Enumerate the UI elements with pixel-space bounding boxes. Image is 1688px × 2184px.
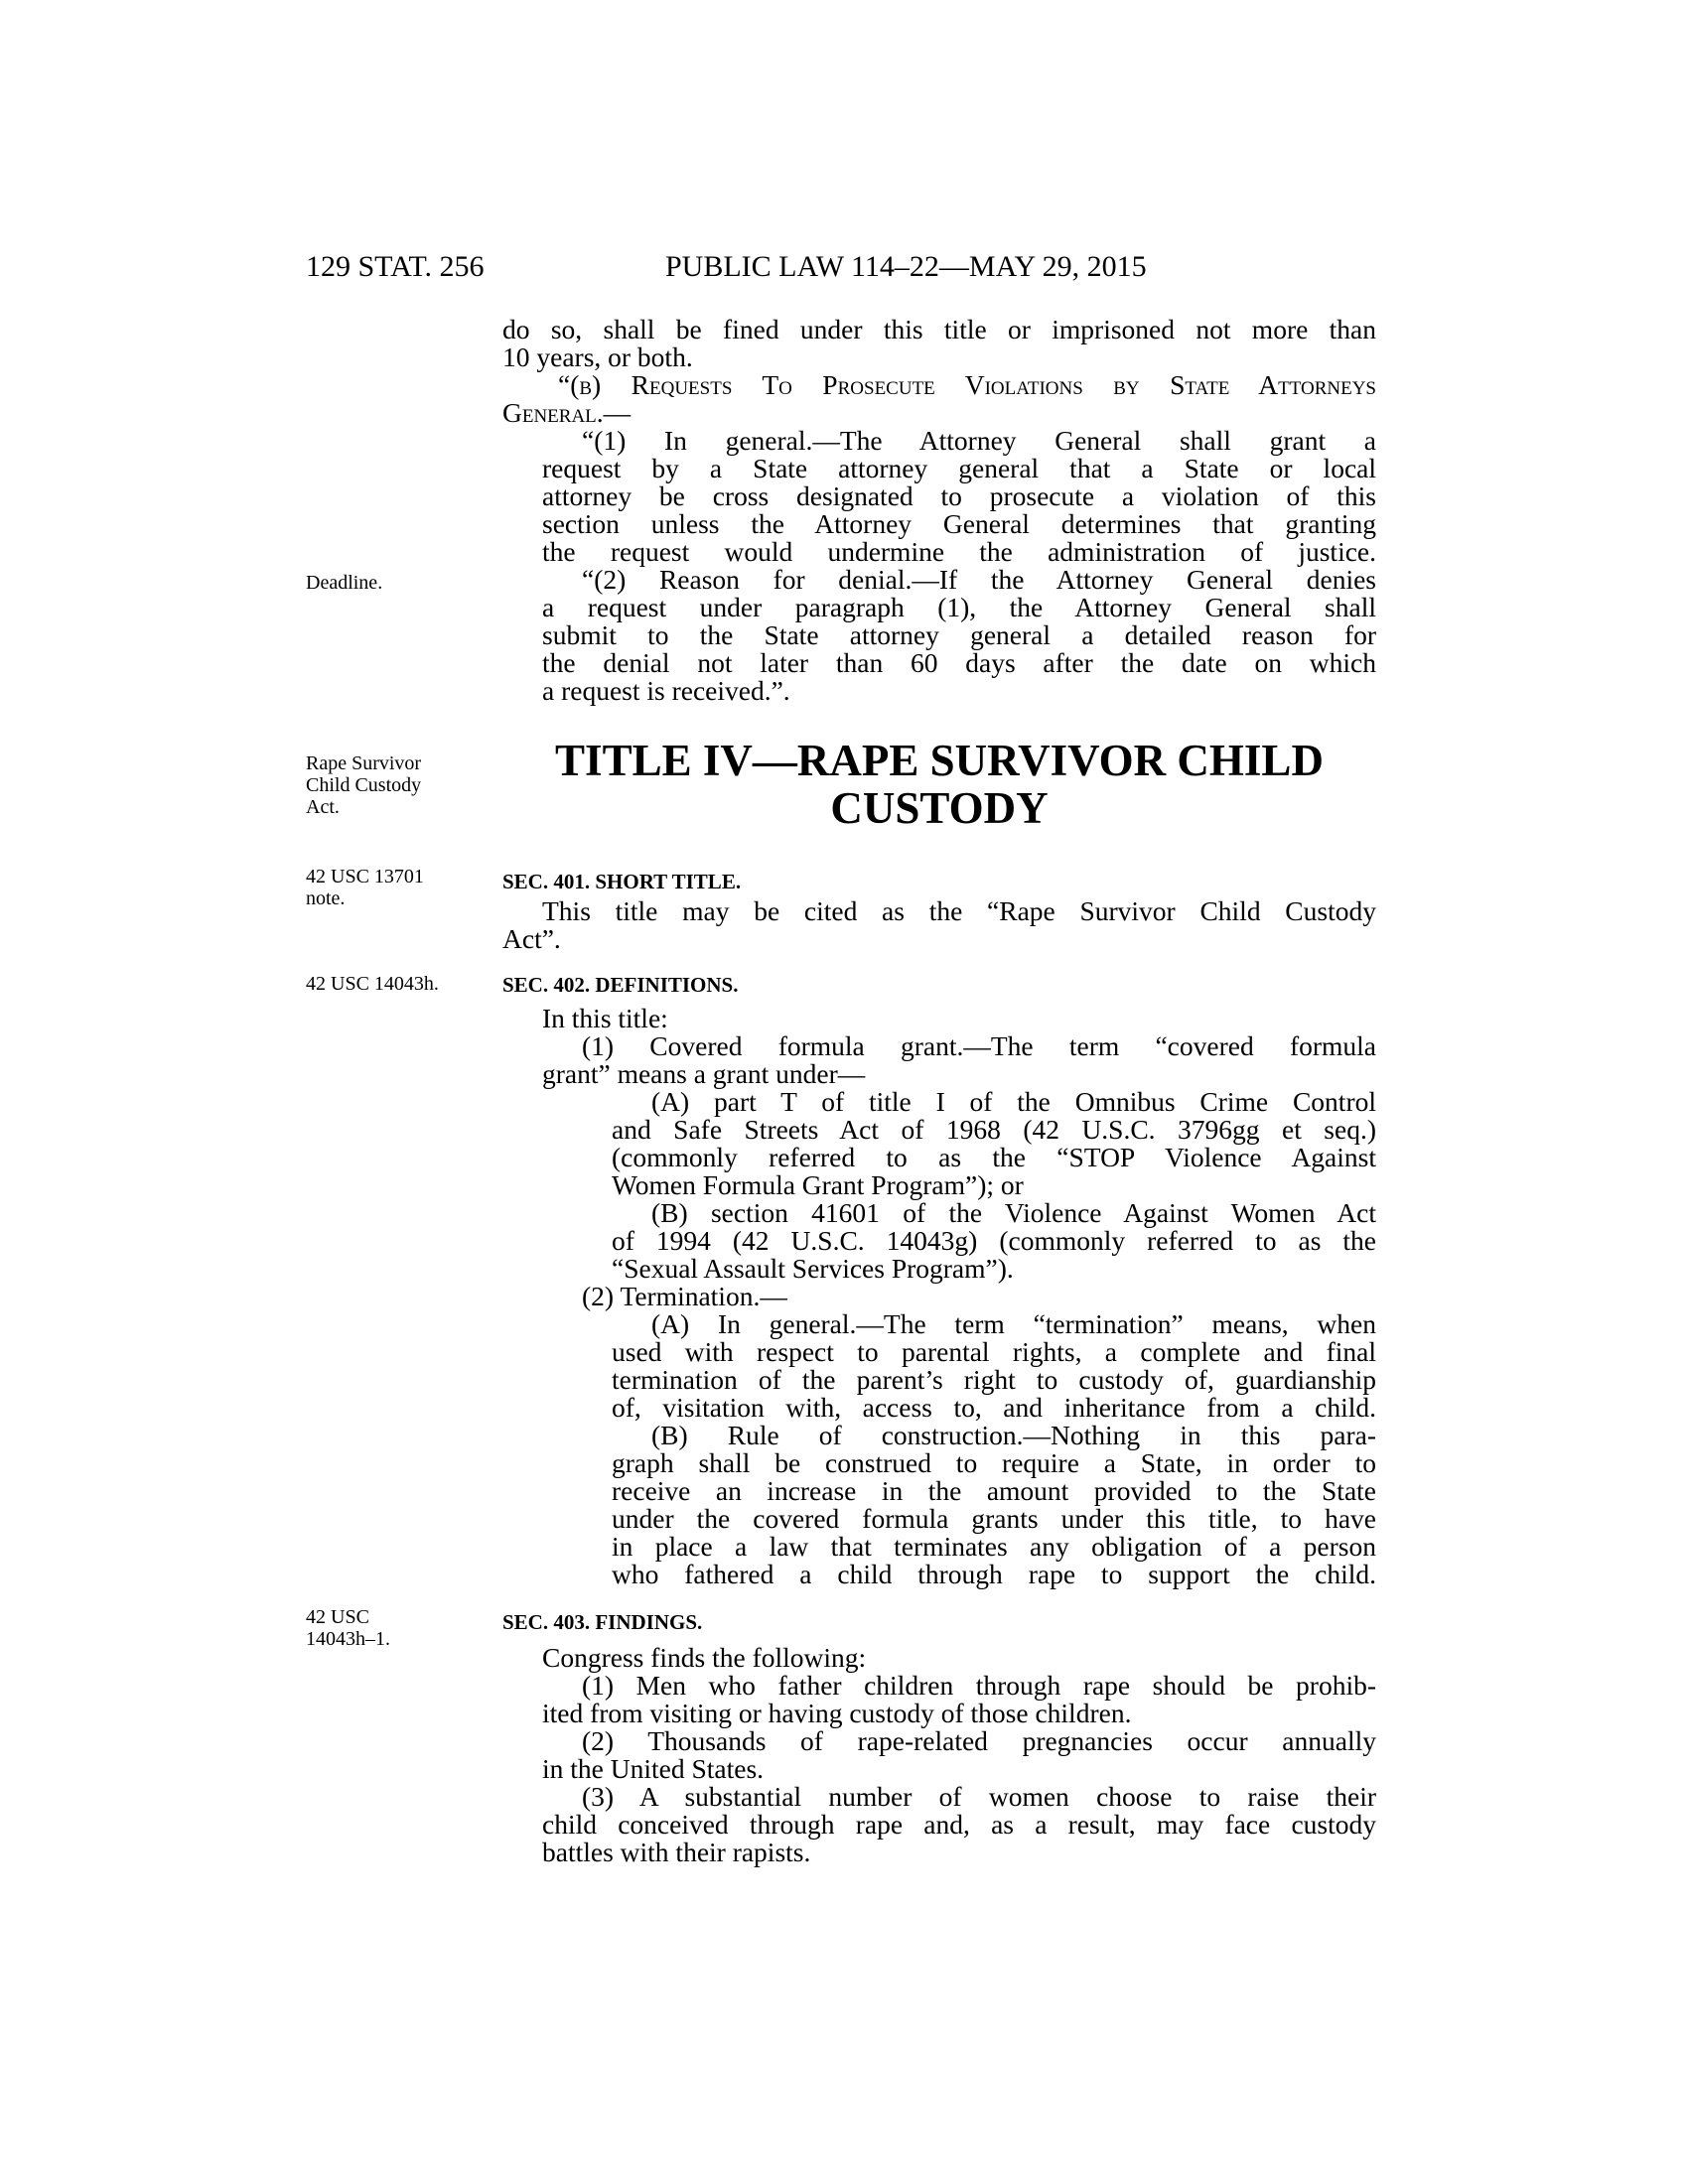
margin-note-line: Child Custody <box>306 774 422 796</box>
text-line: graph shall be construed to require a State, in order to <box>612 1447 1376 1478</box>
text-line: battles with their rapists. <box>542 1837 811 1867</box>
text-line: grant” means a grant under— <box>542 1058 866 1089</box>
text-line: termination of the parent’s right to custody of, guardianship <box>612 1364 1376 1395</box>
text-line: section unless the Attorney General determines that granting <box>542 508 1376 539</box>
text-line: Act”. <box>502 923 561 954</box>
section-403-heading: SEC. 403. FINDINGS. <box>502 1610 703 1634</box>
margin-note-text: Deadline. <box>306 572 383 594</box>
text-line: General.— <box>502 397 632 428</box>
text-line: of 1994 (42 U.S.C. 14043g) (commonly referred to as the <box>612 1225 1376 1256</box>
text-line: This title may be cited as the “Rape Survivor Child Custody <box>542 895 1376 926</box>
text-line: request by a State attorney general that a State or local <box>542 453 1376 483</box>
margin-note-line: Rape Survivor <box>306 752 422 774</box>
text-line: used with respect to parental rights, a complete and final <box>612 1336 1376 1367</box>
text-line: (3) A substantial number of women choose to raise their <box>582 1781 1376 1812</box>
margin-note-usc-403 <box>306 1606 475 1650</box>
text-line: a request under paragraph (1), the Attorney General shall <box>542 592 1376 622</box>
text-line: In this title: <box>542 1003 668 1033</box>
text-line: do so, shall be fined under this title or imprisoned not more than <box>502 314 1376 344</box>
text-line: ited from visiting or having custody of those children. <box>542 1698 1132 1728</box>
text-line: and Safe Streets Act of 1968 (42 U.S.C. 3796gg et seq.) <box>612 1114 1376 1145</box>
margin-note-usc-401 <box>306 866 475 909</box>
text-line: submit to the State attorney general a detailed reason for <box>542 619 1376 650</box>
text-line: Women Formula Grant Program”); or <box>612 1169 1024 1200</box>
running-header: PUBLIC LAW 114–22—MAY 29, 2015 <box>665 250 1147 283</box>
margin-note-act-name <box>306 752 475 818</box>
text-line: the request would undermine the administration of justice. <box>542 536 1376 567</box>
section-403-body <box>502 1644 1376 1866</box>
text-line: of, visitation with, access to, and inheritance from a child. <box>612 1392 1376 1423</box>
text-line: who fathered a child through rape to support the child. <box>612 1559 1376 1589</box>
text-line: the denial not later than 60 days after the date on which <box>542 647 1376 678</box>
continued-text-block <box>502 316 1376 705</box>
margin-note-deadline <box>306 572 475 594</box>
text-line: a request is received.”. <box>542 675 790 706</box>
text-line: (1) Covered formula grant.—The term “covered formula <box>582 1030 1376 1061</box>
text-line: (A) In general.—The term “termination” means, when <box>651 1308 1376 1339</box>
title-line: CUSTODY <box>830 783 1049 833</box>
text-line: under the covered formula grants under this title, to have <box>612 1503 1376 1534</box>
text-line: receive an increase in the amount provided to the State <box>612 1475 1376 1506</box>
text-line: “Sexual Assault Services Program”). <box>612 1253 1014 1284</box>
section-401-heading: SEC. 401. SHORT TITLE. <box>502 870 742 893</box>
text-line: Congress finds the following: <box>542 1642 867 1673</box>
text-line: “(2) Reason for denial.—If the Attorney General denies <box>582 564 1376 595</box>
text-line: (2) Termination.— <box>582 1281 787 1311</box>
text-line: (commonly referred to as the “STOP Violence Against <box>612 1142 1376 1172</box>
section-402-heading: SEC. 402. DEFINITIONS. <box>502 973 739 997</box>
text-line: “(b) Requests To Prosecute Violations by State Attorneys <box>558 369 1376 400</box>
text-line: (2) Thousands of rape-related pregnancies occur annually <box>582 1725 1376 1756</box>
margin-note-line: 42 USC 14043h. <box>306 973 439 995</box>
text-line: (A) part T of title I of the Omnibus Crime Control <box>651 1086 1376 1117</box>
margin-note-line: note. <box>306 887 346 909</box>
text-line: “(1) In general.—The Attorney General shall grant a <box>582 425 1376 456</box>
text-line: attorney be cross designated to prosecute a violation of this <box>542 480 1376 511</box>
margin-note-line: 14043h–1. <box>306 1628 390 1650</box>
section-402-body <box>502 1005 1376 1588</box>
title-line: TITLE IV—RAPE SURVIVOR CHILD <box>555 736 1324 785</box>
margin-note-line: 42 USC <box>306 1606 369 1628</box>
text-line: (B) Rule of construction.—Nothing in this para- <box>651 1420 1376 1450</box>
margin-note-usc-402 <box>306 973 475 995</box>
text-line: child conceived through rape and, as a result, may face custody <box>542 1809 1376 1840</box>
stat-page-number: 129 STAT. 256 <box>306 250 485 283</box>
text-line: in place a law that terminates any obligation of a person <box>612 1531 1376 1562</box>
text-line: (1) Men who father children through rape should be prohib- <box>582 1670 1376 1701</box>
title-heading <box>502 737 1376 832</box>
margin-note-line: 42 USC 13701 <box>306 866 424 887</box>
section-401-body <box>502 897 1376 953</box>
text-line: (B) section 41601 of the Violence Against Women Act <box>651 1197 1376 1228</box>
text-line: 10 years, or both. <box>502 341 693 372</box>
text-line: in the United States. <box>542 1753 765 1784</box>
margin-note-line: Act. <box>306 796 340 818</box>
